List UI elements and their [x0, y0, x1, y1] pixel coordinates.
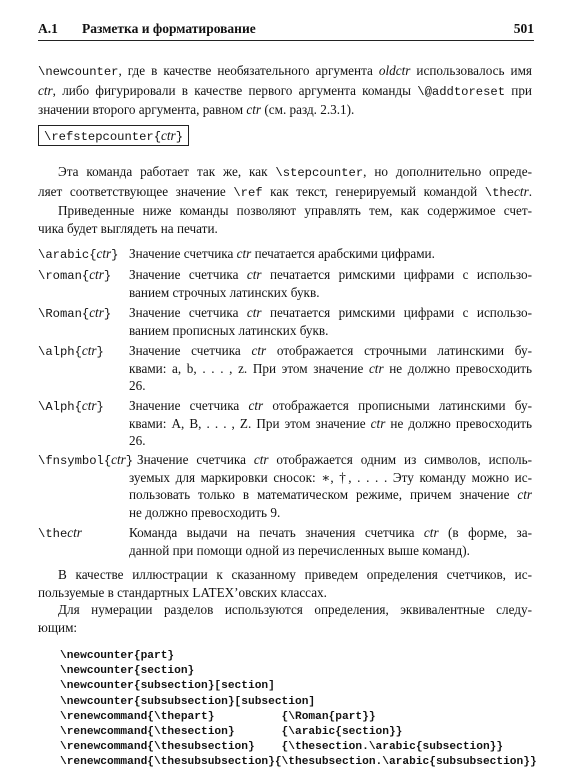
text: не должно превосходить — [383, 360, 532, 376]
term-cmd: \Roman{ — [38, 307, 90, 321]
code-line: \renewcommand{\thesection} {\arabic{section}} — [60, 726, 403, 739]
italic-arg: ctr — [246, 267, 262, 282]
text: Значение счетчика — [137, 452, 254, 467]
italic-arg: ctr — [246, 102, 262, 117]
intro-line-3 — [38, 101, 532, 119]
text: чика будет выглядеть на печати. — [38, 220, 218, 236]
italic-arg: ctr — [253, 452, 269, 467]
desc-line-1 — [38, 163, 532, 183]
text: ванием строчных латинских букв. — [129, 284, 320, 300]
text: данной при помощи одной из перечисленных выше команд). — [129, 542, 470, 558]
text: 26. — [129, 433, 146, 448]
text: зуемых для маркировки сносок: ∗, †, . . . . Эту команду можно ис- — [129, 469, 532, 485]
term-close: } — [103, 269, 112, 283]
command-desc-alph — [129, 342, 532, 395]
page-number: 501 — [513, 21, 534, 36]
term-cmd: \roman{ — [38, 269, 90, 283]
desc-line — [129, 542, 532, 560]
italic-arg: ctr — [423, 525, 439, 540]
text: Приведенные ниже команды позволяют управлять тем, как содержимое счет- — [58, 203, 532, 218]
term-close: } — [111, 248, 119, 262]
command-desc-fnsymbol — [137, 451, 532, 469]
text: печатается римскими цифрами с использо- — [261, 305, 532, 320]
term-cmd: \the — [38, 527, 68, 541]
text: использовалось имя — [410, 63, 532, 78]
closing-line-3 — [38, 601, 532, 619]
text: значении второго аргумента, равном — [38, 102, 247, 117]
command-desc-arabic — [129, 245, 532, 263]
code-line: \renewcommand{\thesubsection} {\thesection.\arabic{subsection}} — [60, 741, 504, 754]
command-term-Alph — [38, 397, 104, 417]
inline-command: \newcounter — [38, 65, 119, 79]
desc-line-2 — [38, 183, 532, 203]
term-close: } — [96, 400, 104, 414]
code-line: \newcounter{subsection}[section] — [60, 680, 275, 693]
closing-line-1 — [38, 566, 532, 584]
text: Для нумерации разделов используются определения, эквивалентные следу- — [58, 602, 532, 617]
running-header — [38, 20, 534, 37]
desc-line — [129, 377, 532, 395]
text: как текст, генерируемый командой — [262, 183, 485, 199]
desc-line — [129, 524, 532, 542]
text: пользовать только в математическом режиме, причем значение — [129, 487, 518, 502]
desc-line — [129, 486, 532, 504]
command-desc-the — [129, 524, 532, 559]
intro-paragraph — [38, 62, 532, 119]
italic-arg: ctr — [246, 305, 262, 320]
section-number: A.1 — [38, 21, 58, 36]
text: квами: A, B, . . . , Z. При этом значение — [129, 415, 371, 431]
text: печатается римскими цифрами с использо- — [261, 267, 532, 282]
inline-command: \@addtoreset — [417, 84, 506, 99]
italic-arg: oldctr — [378, 63, 411, 78]
term-arg: ctr — [81, 343, 97, 358]
term-arg: ctr — [81, 398, 97, 413]
italic-arg: ctr — [514, 183, 529, 199]
text: ющим: — [38, 619, 78, 635]
text: (в форме, за- — [438, 525, 532, 540]
intro-line-2 — [38, 82, 532, 102]
italic-arg: ctr — [38, 82, 53, 98]
closing-line-2 — [38, 584, 532, 602]
term-cmd: \fnsymbol{ — [38, 454, 112, 468]
text: Значение счетчика — [129, 305, 247, 320]
desc-line — [129, 245, 532, 263]
italic-arg: ctr — [248, 398, 264, 413]
text: Эта команда работает так же, как — [58, 164, 276, 179]
term-cmd: \alph{ — [38, 345, 82, 359]
text: 26. — [129, 378, 146, 393]
command-term-the — [38, 524, 82, 544]
desc-line — [129, 284, 532, 302]
description-paragraph — [38, 163, 532, 237]
text: Значение счетчика — [129, 343, 252, 358]
text: ванием прописных латинских букв. — [129, 322, 329, 338]
term-cmd: \arabic{ — [38, 248, 97, 262]
text: Команда выдачи на печать значения счетчика — [129, 525, 424, 540]
command-desc-roman — [129, 266, 532, 301]
inline-command: \ref — [233, 185, 263, 200]
closing-line-4 — [38, 619, 532, 637]
code-line: \renewcommand{\thepart} {\Roman{part}} — [60, 710, 376, 723]
desc-line — [129, 504, 532, 522]
term-arg: ctr — [96, 246, 112, 261]
code-line: \newcounter{part} — [60, 650, 175, 662]
term-arg: ctr — [111, 452, 126, 467]
text: не должно превосходить 9. — [129, 504, 281, 520]
italic-arg: ctr — [517, 487, 532, 502]
text: (см. разд. 2.3.1). — [261, 102, 355, 117]
term-arg: ctr — [67, 525, 82, 540]
closing-paragraph — [38, 566, 532, 636]
intro-line-1 — [38, 62, 532, 82]
code-line: \newcounter{section} — [60, 665, 195, 678]
text: ляет соответствующее значение — [38, 183, 234, 199]
desc-line-4 — [38, 220, 532, 238]
inline-command: \stepcounter — [275, 166, 364, 180]
text: Значение счетчика — [129, 398, 249, 413]
text: пользуемые в стандартных LATEX’овских классах. — [38, 584, 327, 600]
desc-line — [129, 342, 532, 360]
code-line: \newcounter{subsubsection}[subsection] — [60, 695, 316, 708]
italic-arg: ctr — [368, 360, 384, 376]
text: квами: a, b, . . . , z. При этом значение — [129, 360, 369, 376]
inline-command: \the — [484, 185, 515, 200]
term-close: } — [125, 454, 134, 468]
text: В качестве иллюстрации к сказанному приведем определения счетчиков, ис- — [58, 567, 532, 582]
text: отображается прописными латинскими бу- — [263, 398, 533, 413]
term-cmd: \Alph{ — [38, 400, 82, 414]
header-rule — [38, 40, 534, 41]
command-term-alph — [38, 342, 104, 362]
command-term-arabic — [38, 245, 119, 265]
command-desc-fnsymbol-cont — [129, 469, 532, 522]
desc-line — [137, 451, 532, 469]
text: , где в качестве необязательного аргумента — [118, 63, 379, 78]
boxed-close: } — [175, 130, 184, 144]
term-close: } — [96, 345, 104, 359]
code-listing — [60, 649, 537, 771]
command-desc-Alph — [129, 397, 532, 450]
boxed-command: \refstepcounter{ — [44, 130, 162, 144]
italic-arg: ctr — [236, 246, 252, 261]
desc-line — [129, 415, 532, 433]
term-arg: ctr — [89, 267, 104, 282]
desc-line — [129, 432, 532, 450]
desc-line — [129, 397, 532, 415]
text: отображается строчными латинскими бу- — [266, 343, 532, 358]
text: отображается одним из символов, исполь- — [268, 452, 532, 467]
text: . — [528, 183, 532, 199]
text: Значение счетчика — [129, 246, 237, 261]
text: Значение счетчика — [129, 267, 247, 282]
command-box — [38, 125, 189, 146]
text: при — [505, 82, 532, 98]
text: печатается арабскими цифрами. — [251, 246, 435, 261]
desc-line-3 — [38, 202, 532, 220]
desc-line — [129, 266, 532, 284]
italic-arg: ctr — [251, 343, 267, 358]
command-desc-Roman — [129, 304, 532, 339]
desc-line — [129, 360, 532, 378]
code-line: \renewcommand{\thesubsubsection}{\thesubsection.\arabic{subsubsection}} — [60, 756, 537, 769]
italic-arg: ctr — [370, 415, 386, 431]
text: не должно превосходить — [385, 415, 532, 431]
section-title: Разметка и форматирование — [82, 21, 256, 36]
desc-line — [129, 469, 532, 487]
text: , но дополнительно опреде- — [363, 164, 532, 179]
command-term-fnsymbol — [38, 451, 133, 471]
text: , либо фигурировали в качестве первого аргумента команды — [52, 82, 418, 98]
term-close: } — [103, 307, 112, 321]
command-term-roman — [38, 266, 111, 286]
desc-line — [129, 322, 532, 340]
boxed-arg: ctr — [161, 128, 176, 143]
desc-line — [129, 304, 532, 322]
command-term-Roman — [38, 304, 111, 324]
term-arg: ctr — [89, 305, 104, 320]
